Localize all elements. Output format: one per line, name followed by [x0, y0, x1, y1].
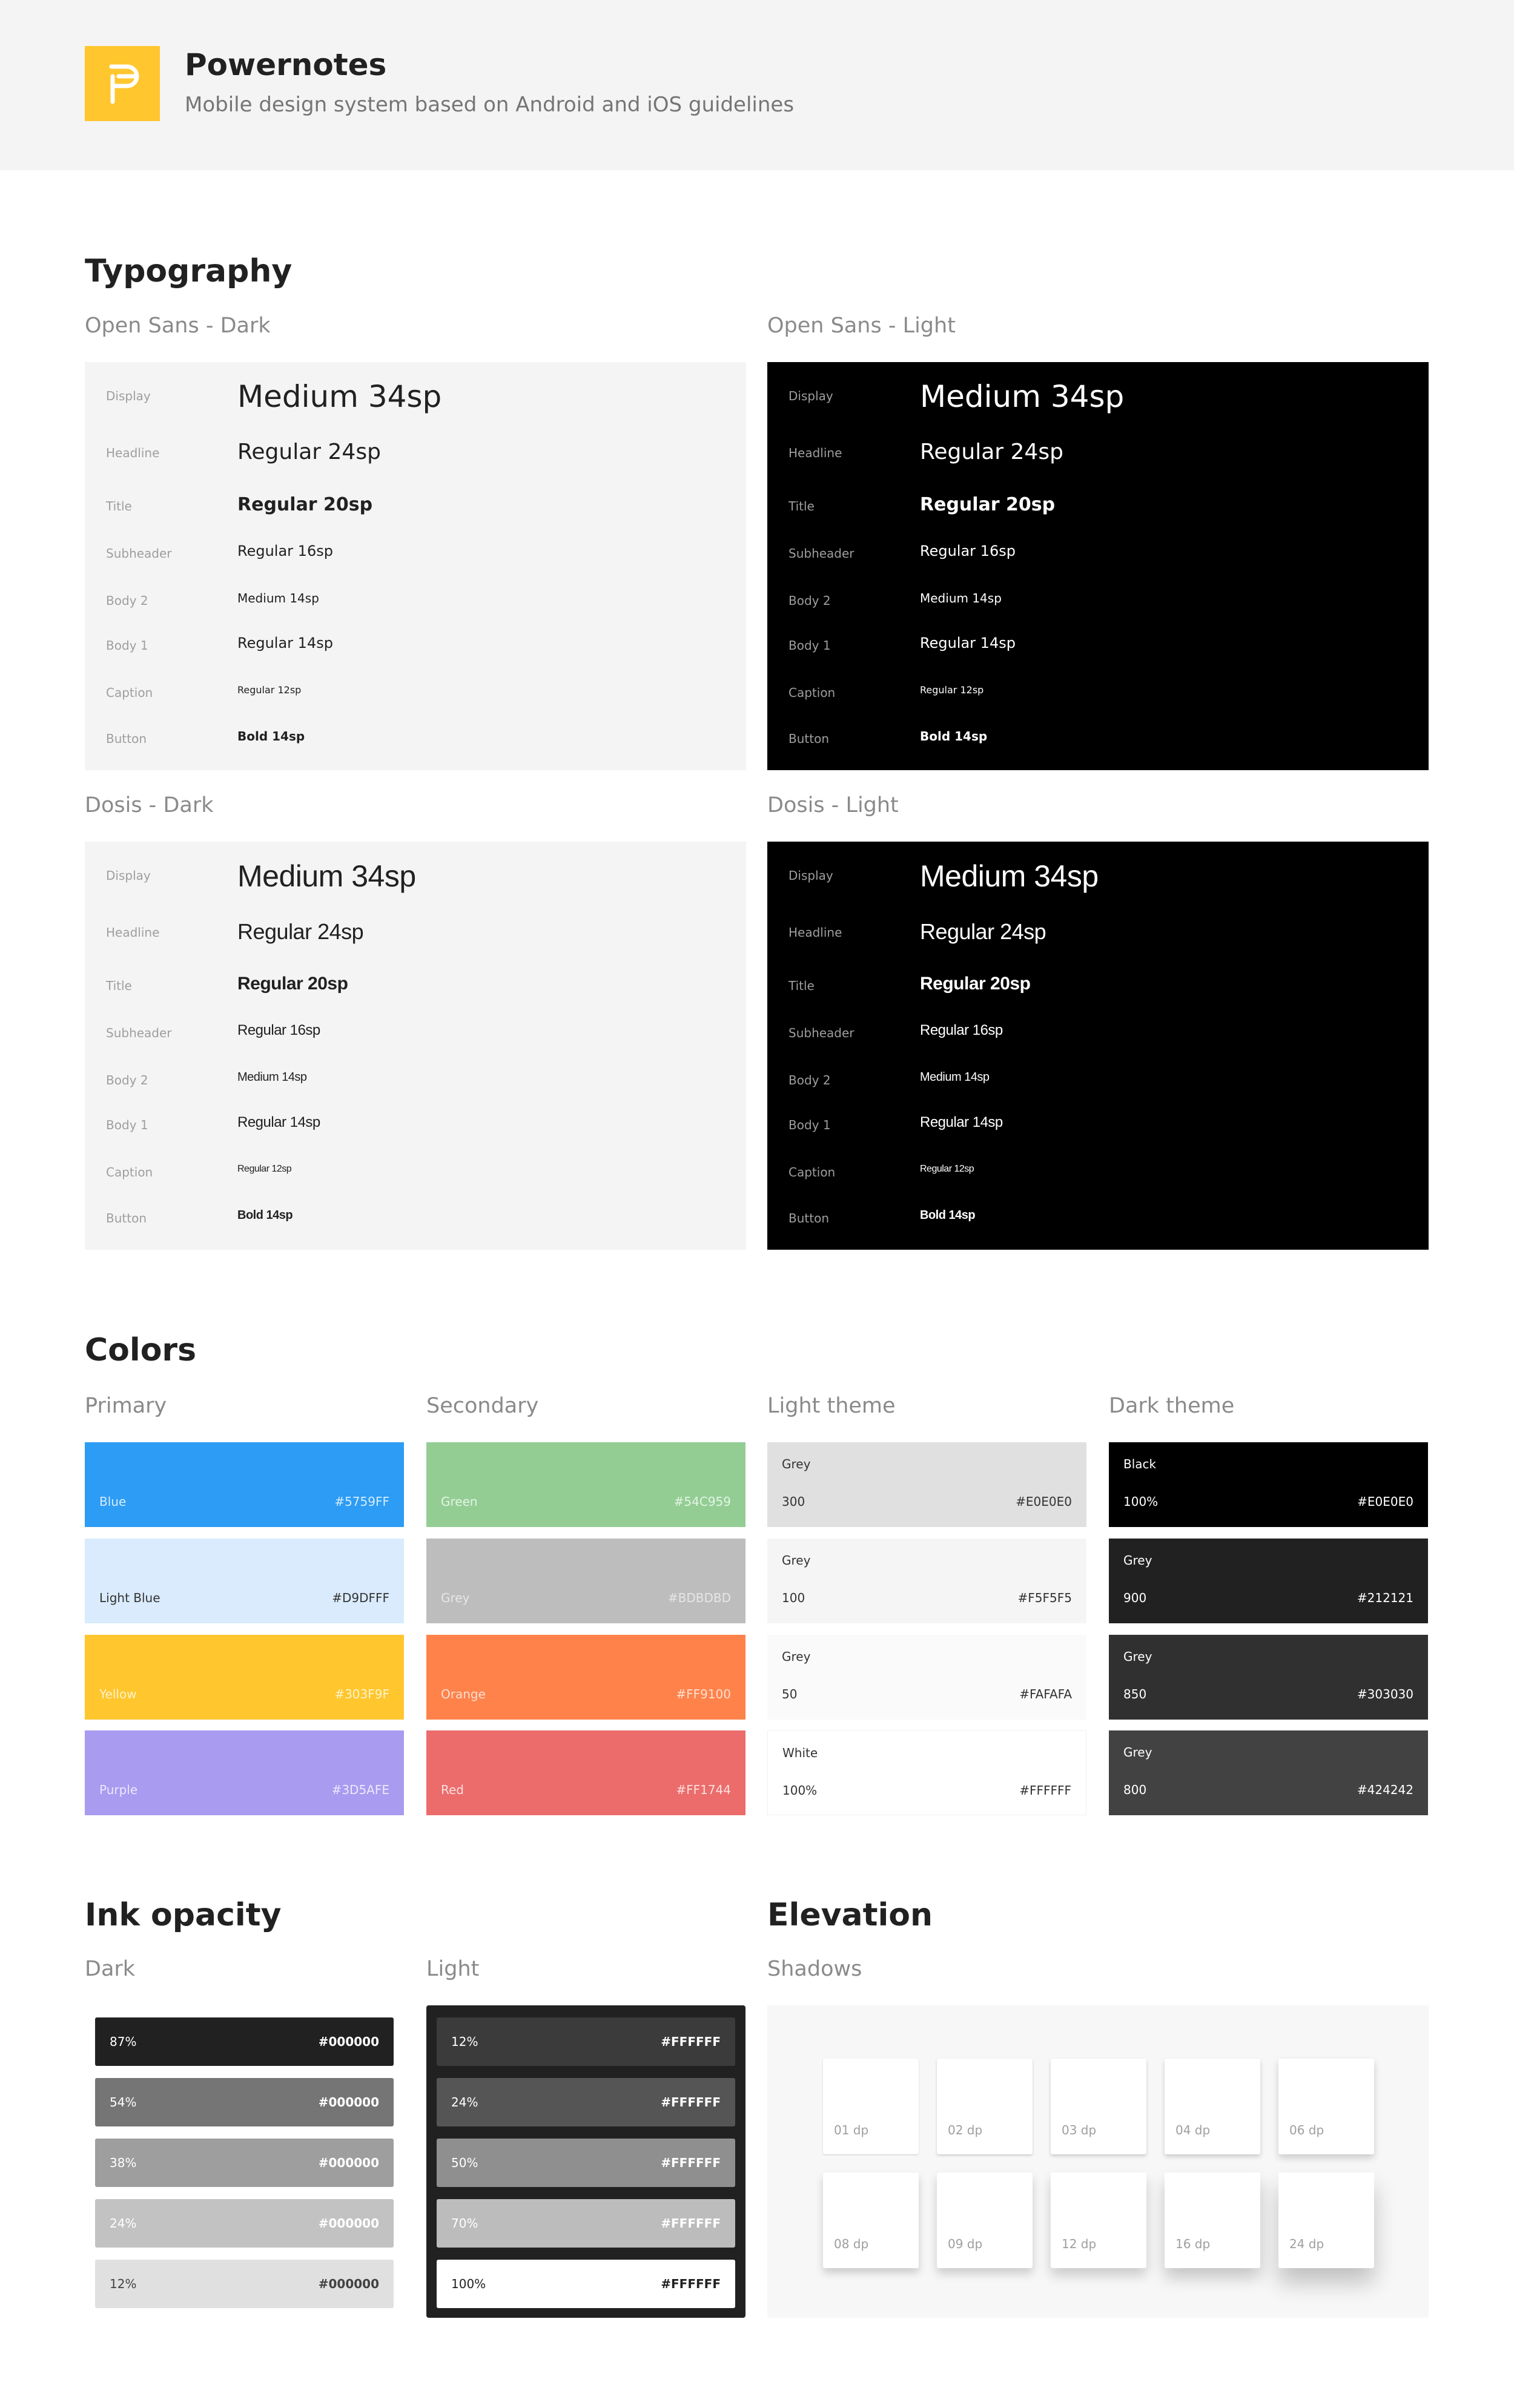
ink-dark-title: Dark: [85, 1957, 136, 1981]
swatch-hex: #212121: [1357, 1591, 1413, 1605]
elevation-card-label: 06 dp: [1289, 2123, 1324, 2137]
type-sample-display: Medium 34sp: [920, 379, 1125, 414]
type-label-body-1: Body 1: [106, 638, 148, 653]
type-sample-title: Regular 20sp: [920, 494, 1056, 515]
color-swatch-grey: [1109, 1539, 1428, 1623]
swatch-shade: 100%: [782, 1783, 818, 1798]
type-label-caption: Caption: [788, 1165, 836, 1179]
swatch-name: Black: [1123, 1457, 1157, 1471]
elevation-card-label: 01 dp: [834, 2123, 869, 2137]
elevation-card-label: 08 dp: [834, 2237, 869, 2251]
swatch-name: Grey: [782, 1457, 811, 1471]
type-label-caption: Caption: [106, 685, 153, 700]
type-label-caption: Caption: [106, 1165, 153, 1179]
ink-row-100: [437, 2260, 735, 2308]
swatch-shade: 900: [1123, 1591, 1147, 1605]
elevation-card-24-dp: [1278, 2172, 1374, 2268]
ink-hex-value: #000000: [318, 2277, 379, 2291]
swatch-name: Yellow: [99, 1687, 137, 1701]
type-sample-caption: Regular 12sp: [237, 684, 302, 696]
swatch-name: Grey: [1123, 1745, 1152, 1760]
elevation-card-16-dp: [1165, 2172, 1260, 2268]
type-panel-dosis-light: [767, 842, 1429, 1250]
swatch-name: Green: [441, 1494, 478, 1509]
ink-hex-value: #000000: [318, 2095, 379, 2109]
swatch-name: Purple: [99, 1783, 138, 1797]
swatch-hex: #FFFFFF: [1019, 1783, 1071, 1798]
swatch-hex: #54C959: [673, 1494, 731, 1509]
ink-row-12: [437, 2017, 735, 2066]
elevation-heading: Elevation: [767, 1897, 933, 1933]
ink-hex-value: #FFFFFF: [661, 2095, 721, 2109]
ink-opacity-value: 12%: [451, 2034, 478, 2049]
panel-title-open-sans-light: Open Sans - Light: [767, 314, 956, 338]
type-label-subheader: Subheader: [106, 546, 172, 561]
type-label-headline: Headline: [106, 446, 160, 460]
type-sample-display: Medium 34sp: [237, 859, 416, 893]
color-group-title-dark-theme: Dark theme: [1109, 1394, 1235, 1418]
ink-row-87: [95, 2017, 394, 2066]
ink-opacity-heading: Ink opacity: [85, 1897, 282, 1933]
type-label-body-2: Body 2: [788, 593, 831, 608]
swatch-hex: #5759FF: [334, 1494, 389, 1509]
swatch-shade: 300: [782, 1494, 805, 1509]
type-sample-button: Bold 14sp: [920, 729, 988, 744]
color-group-title-primary: Primary: [85, 1394, 167, 1418]
type-sample-display: Medium 34sp: [920, 859, 1099, 893]
ink-opacity-value: 70%: [451, 2216, 478, 2231]
ink-opacity-value: 12%: [110, 2277, 137, 2291]
type-sample-subheader: Regular 16sp: [237, 543, 333, 559]
swatch-name: Orange: [441, 1687, 486, 1701]
elevation-card-12-dp: [1051, 2172, 1146, 2268]
app-subtitle: Mobile design system based on Android and iOS guidelines: [185, 93, 795, 117]
elevation-card-01-dp: [823, 2059, 919, 2154]
type-sample-body-1: Regular 14sp: [920, 635, 1016, 651]
app-title: Powernotes: [185, 47, 387, 82]
type-label-body-1: Body 1: [106, 1118, 148, 1132]
swatch-shade: 100%: [1123, 1494, 1159, 1509]
swatch-shade: 50: [782, 1687, 798, 1701]
swatch-name: Grey: [782, 1553, 811, 1568]
type-sample-headline: Regular 24sp: [237, 919, 364, 944]
swatch-hex: #E0E0E0: [1357, 1494, 1413, 1509]
color-swatch-grey: [767, 1539, 1086, 1623]
color-swatch-light-blue: [85, 1539, 404, 1623]
type-label-subheader: Subheader: [788, 546, 855, 561]
swatch-name: Light Blue: [99, 1591, 160, 1605]
swatch-hex: #303F9F: [334, 1687, 389, 1701]
ink-opacity-value: 24%: [451, 2095, 478, 2109]
color-swatch-red: [426, 1730, 745, 1815]
type-label-button: Button: [106, 731, 147, 746]
type-sample-body-1: Regular 14sp: [237, 1114, 320, 1130]
elevation-card-04-dp: [1165, 2059, 1260, 2154]
type-label-title: Title: [106, 499, 132, 513]
ink-row-24: [437, 2078, 735, 2126]
swatch-shade: 800: [1123, 1783, 1147, 1797]
type-panel-open-sans-dark: [85, 362, 746, 770]
type-sample-body-2: Medium 14sp: [237, 591, 319, 605]
elevation-card-label: 03 dp: [1062, 2123, 1097, 2137]
color-swatch-grey: [767, 1635, 1086, 1720]
color-swatch-orange: [426, 1635, 745, 1720]
type-sample-title: Regular 20sp: [920, 974, 1031, 994]
ink-opacity-value: 50%: [451, 2156, 478, 2170]
ink-hex-value: #FFFFFF: [661, 2034, 721, 2049]
ink-opacity-value: 87%: [110, 2034, 137, 2049]
color-swatch-blue: [85, 1442, 404, 1527]
swatch-hex: #303030: [1357, 1687, 1413, 1701]
color-swatch-black: [1109, 1442, 1428, 1527]
swatch-name: Grey: [782, 1649, 811, 1664]
color-group-title-light-theme: Light theme: [767, 1394, 896, 1418]
elevation-card-03-dp: [1051, 2059, 1146, 2154]
type-label-button: Button: [788, 1211, 829, 1225]
swatch-hex: #D9DFFF: [332, 1591, 389, 1605]
ink-row-54: [95, 2078, 394, 2126]
type-sample-caption: Regular 12sp: [920, 684, 984, 696]
type-label-button: Button: [788, 731, 829, 746]
color-swatch-yellow: [85, 1635, 404, 1720]
type-label-display: Display: [788, 389, 833, 403]
type-panel-open-sans-light: [767, 362, 1429, 770]
swatch-hex: #FF1744: [676, 1783, 731, 1797]
swatch-name: Red: [441, 1783, 464, 1797]
type-label-title: Title: [106, 978, 132, 993]
type-label-body-1: Body 1: [788, 638, 831, 653]
elevation-subtitle: Shadows: [767, 1957, 862, 1981]
ink-opacity-value: 38%: [110, 2156, 137, 2170]
type-sample-caption: Regular 12sp: [237, 1164, 292, 1174]
elevation-card-08-dp: [823, 2172, 919, 2268]
ink-row-50: [437, 2139, 735, 2187]
color-swatch-grey: [1109, 1635, 1428, 1720]
page-header: [0, 0, 1514, 170]
type-sample-body-2: Medium 14sp: [920, 591, 1002, 605]
panel-title-dosis-light: Dosis - Light: [767, 793, 899, 817]
shadow-panel: [767, 2005, 1429, 2318]
type-label-body-2: Body 2: [788, 1073, 831, 1087]
type-label-title: Title: [788, 499, 815, 513]
swatch-hex: #F5F5F5: [1017, 1591, 1072, 1605]
type-sample-display: Medium 34sp: [237, 379, 442, 414]
elevation-card-label: 02 dp: [948, 2123, 983, 2137]
swatch-hex: #FAFAFA: [1019, 1687, 1072, 1701]
panel-title-open-sans-dark: Open Sans - Dark: [85, 314, 271, 338]
panel-title-dosis-dark: Dosis - Dark: [85, 793, 214, 817]
ink-row-70: [437, 2199, 735, 2248]
ink-hex-value: #FFFFFF: [661, 2216, 721, 2231]
swatch-hex: #FF9100: [676, 1687, 731, 1701]
type-sample-body-1: Regular 14sp: [920, 1114, 1003, 1130]
ink-row-12: [95, 2260, 394, 2308]
type-label-headline: Headline: [788, 925, 842, 940]
ink-row-24: [95, 2199, 394, 2248]
type-sample-body-2: Medium 14sp: [237, 1070, 307, 1084]
type-sample-button: Bold 14sp: [237, 729, 305, 744]
ink-hex-value: #000000: [318, 2156, 379, 2170]
type-label-title: Title: [788, 978, 815, 993]
ink-hex-value: #FFFFFF: [661, 2156, 721, 2170]
type-sample-caption: Regular 12sp: [920, 1164, 974, 1174]
type-sample-title: Regular 20sp: [237, 974, 348, 994]
swatch-name: Grey: [1123, 1553, 1152, 1568]
color-swatch-grey: [767, 1442, 1086, 1527]
elevation-card-label: 24 dp: [1289, 2237, 1324, 2251]
type-sample-subheader: Regular 16sp: [920, 543, 1016, 559]
elevation-card-02-dp: [937, 2059, 1033, 2154]
ink-opacity-value: 100%: [451, 2277, 486, 2291]
ink-light-title: Light: [426, 1957, 480, 1981]
ink-hex-value: #000000: [318, 2034, 379, 2049]
type-label-subheader: Subheader: [106, 1026, 172, 1040]
type-label-button: Button: [106, 1211, 147, 1225]
swatch-hex: #E0E0E0: [1016, 1494, 1072, 1509]
ink-opacity-value: 54%: [110, 2095, 137, 2109]
app-logo: [85, 46, 160, 121]
swatch-shade: 100: [782, 1591, 805, 1605]
color-swatch-purple: [85, 1730, 404, 1815]
type-panel-dosis-dark: [85, 842, 746, 1250]
elevation-card-label: 04 dp: [1175, 2123, 1211, 2137]
type-sample-body-1: Regular 14sp: [237, 635, 333, 651]
type-sample-headline: Regular 24sp: [920, 919, 1046, 944]
type-label-subheader: Subheader: [788, 1026, 855, 1040]
elevation-card-06-dp: [1278, 2059, 1374, 2154]
typography-heading: Typography: [85, 253, 293, 289]
swatch-hex: #3D5AFE: [331, 1783, 389, 1797]
ink-hex-value: #FFFFFF: [661, 2277, 721, 2291]
ink-panel-dark: [85, 2005, 404, 2318]
type-label-body-1: Body 1: [788, 1118, 831, 1132]
type-label-display: Display: [106, 389, 151, 403]
color-swatch-grey: [1109, 1730, 1428, 1815]
type-label-body-2: Body 2: [106, 593, 148, 608]
swatch-name: Blue: [99, 1494, 127, 1509]
powernotes-logo-icon: [85, 46, 160, 121]
color-swatch-green: [426, 1442, 745, 1527]
swatch-hex: #BDBDBD: [667, 1591, 731, 1605]
type-label-display: Display: [106, 868, 151, 883]
swatch-shade: 850: [1123, 1687, 1147, 1701]
elevation-card-label: 12 dp: [1062, 2237, 1097, 2251]
swatch-name: White: [782, 1746, 818, 1760]
type-sample-title: Regular 20sp: [237, 494, 373, 515]
elevation-card-label: 09 dp: [948, 2237, 983, 2251]
type-sample-subheader: Regular 16sp: [920, 1022, 1003, 1038]
swatch-hex: #424242: [1357, 1783, 1413, 1797]
swatch-name: Grey: [441, 1591, 470, 1605]
type-sample-body-2: Medium 14sp: [920, 1070, 990, 1084]
ink-panel-light: [426, 2005, 745, 2318]
type-sample-headline: Regular 24sp: [920, 440, 1063, 464]
elevation-card-09-dp: [937, 2172, 1033, 2268]
type-label-headline: Headline: [788, 446, 842, 460]
type-sample-subheader: Regular 16sp: [237, 1022, 320, 1038]
type-label-caption: Caption: [788, 685, 836, 700]
type-sample-button: Bold 14sp: [920, 1209, 976, 1222]
type-sample-button: Bold 14sp: [237, 1209, 293, 1222]
swatch-name: Grey: [1123, 1649, 1152, 1664]
type-label-body-2: Body 2: [106, 1073, 148, 1087]
type-label-headline: Headline: [106, 925, 160, 940]
elevation-card-label: 16 dp: [1175, 2237, 1211, 2251]
ink-row-38: [95, 2139, 394, 2187]
ink-opacity-value: 24%: [110, 2216, 137, 2231]
ink-hex-value: #000000: [318, 2216, 379, 2231]
color-group-title-secondary: Secondary: [426, 1394, 539, 1418]
color-swatch-white: [767, 1730, 1086, 1815]
colors-heading: Colors: [85, 1332, 197, 1368]
type-sample-headline: Regular 24sp: [237, 440, 381, 464]
color-swatch-grey: [426, 1539, 745, 1623]
type-label-display: Display: [788, 868, 833, 883]
